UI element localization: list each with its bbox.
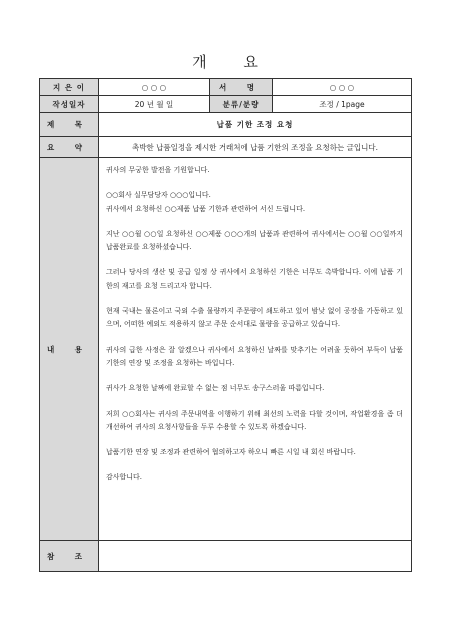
content-paragraph: 감사합니다.: [106, 473, 143, 482]
content-paragraph: 현재 국내는 물론이고 국외 수출 물량까지 주문량이 쇄도하고 있어 밤낮 없이 공장을 가동하고 있으며, 어떠한 예외도 적용하지 않고 주문 순서대로 물량을 공급하고 있습니다.: [106, 307, 403, 329]
summary-row: [40, 137, 412, 158]
document-title: 개 요: [192, 53, 274, 71]
content-row: [40, 158, 412, 541]
content-label: 내 용: [40, 158, 99, 541]
reference-label: 참 조: [40, 541, 99, 572]
subject-label: 제 목: [40, 113, 99, 137]
subject-value: 납품 기한 조정 요청: [99, 113, 412, 137]
date-row: [40, 96, 412, 113]
content-paragraph: 납품기한 연장 및 조정과 관련하여 협의하고자 하오니 빠른 시일 내 회신 바랍니다.: [106, 448, 356, 457]
overview-form: [39, 78, 412, 572]
summary-value: 촉박한 납품일정을 제시한 거래처에 납품 기한의 조정을 요청하는 글입니다.: [99, 137, 412, 158]
subject-row: [40, 113, 412, 137]
content-paragraph: 귀사의 무궁한 발전을 기원합니다.: [106, 166, 210, 174]
category-label: 분류/분량: [210, 96, 273, 113]
content-paragraph: 귀사에서 요청하신 ○○제품 납품 기한과 관련하여 서신 드립니다.: [106, 204, 306, 213]
date-value: 20 년 월 일: [99, 96, 210, 113]
content-paragraph: 그러나 당사의 생산 및 공급 일정 상 귀사에서 요청하신 기한은 너무도 촉박합니다. 이에 납품 기한의 재고를 요청 드리고자 합니다.: [106, 268, 403, 290]
author-label: 지 은 이: [40, 79, 99, 96]
category-value: 조정 / 1page: [273, 96, 412, 113]
content-paragraph: 지난 ○○월 ○○일 요청하신 ○○제품 ○○○개의 납품과 관련하여 귀사에서는 ○○월 ○○일까지 납품완료를 요청하셨습니다.: [106, 229, 403, 252]
summary-label: 요 약: [40, 137, 99, 158]
signature-label: 서 명: [210, 79, 273, 96]
content-cell: [99, 158, 412, 541]
reference-row: [40, 541, 412, 572]
content-paragraph: 저희 ○○회사는 귀사의 주문내역을 이행하기 위해 최선의 노력을 다할 것이며, 작업환경을 좀 더 개선하여 귀사의 요청사항들을 두루 수용할 수 있도록 하겠습니다.: [106, 409, 403, 431]
content-paragraph: 귀사의 급한 사정은 잘 알겠으나 귀사에서 요청하신 날짜를 맞추기는 어려울 듯하여 부득이 납품기한의 연장 및 조정을 요청하는 바입니다.: [106, 345, 403, 367]
author-value: ○ ○ ○: [99, 79, 210, 96]
signature-value: ○ ○ ○: [273, 79, 412, 96]
author-row: [40, 79, 412, 96]
reference-value: [99, 541, 412, 572]
content-paragraph: 귀사가 요청한 날짜에 완료할 수 없는 점 너무도 송구스러울 따름입니다.: [106, 384, 325, 393]
content-paragraph: ○○회사 실무담당자 ○○○입니다.: [106, 191, 211, 200]
date-label: 작성일자: [40, 96, 99, 113]
